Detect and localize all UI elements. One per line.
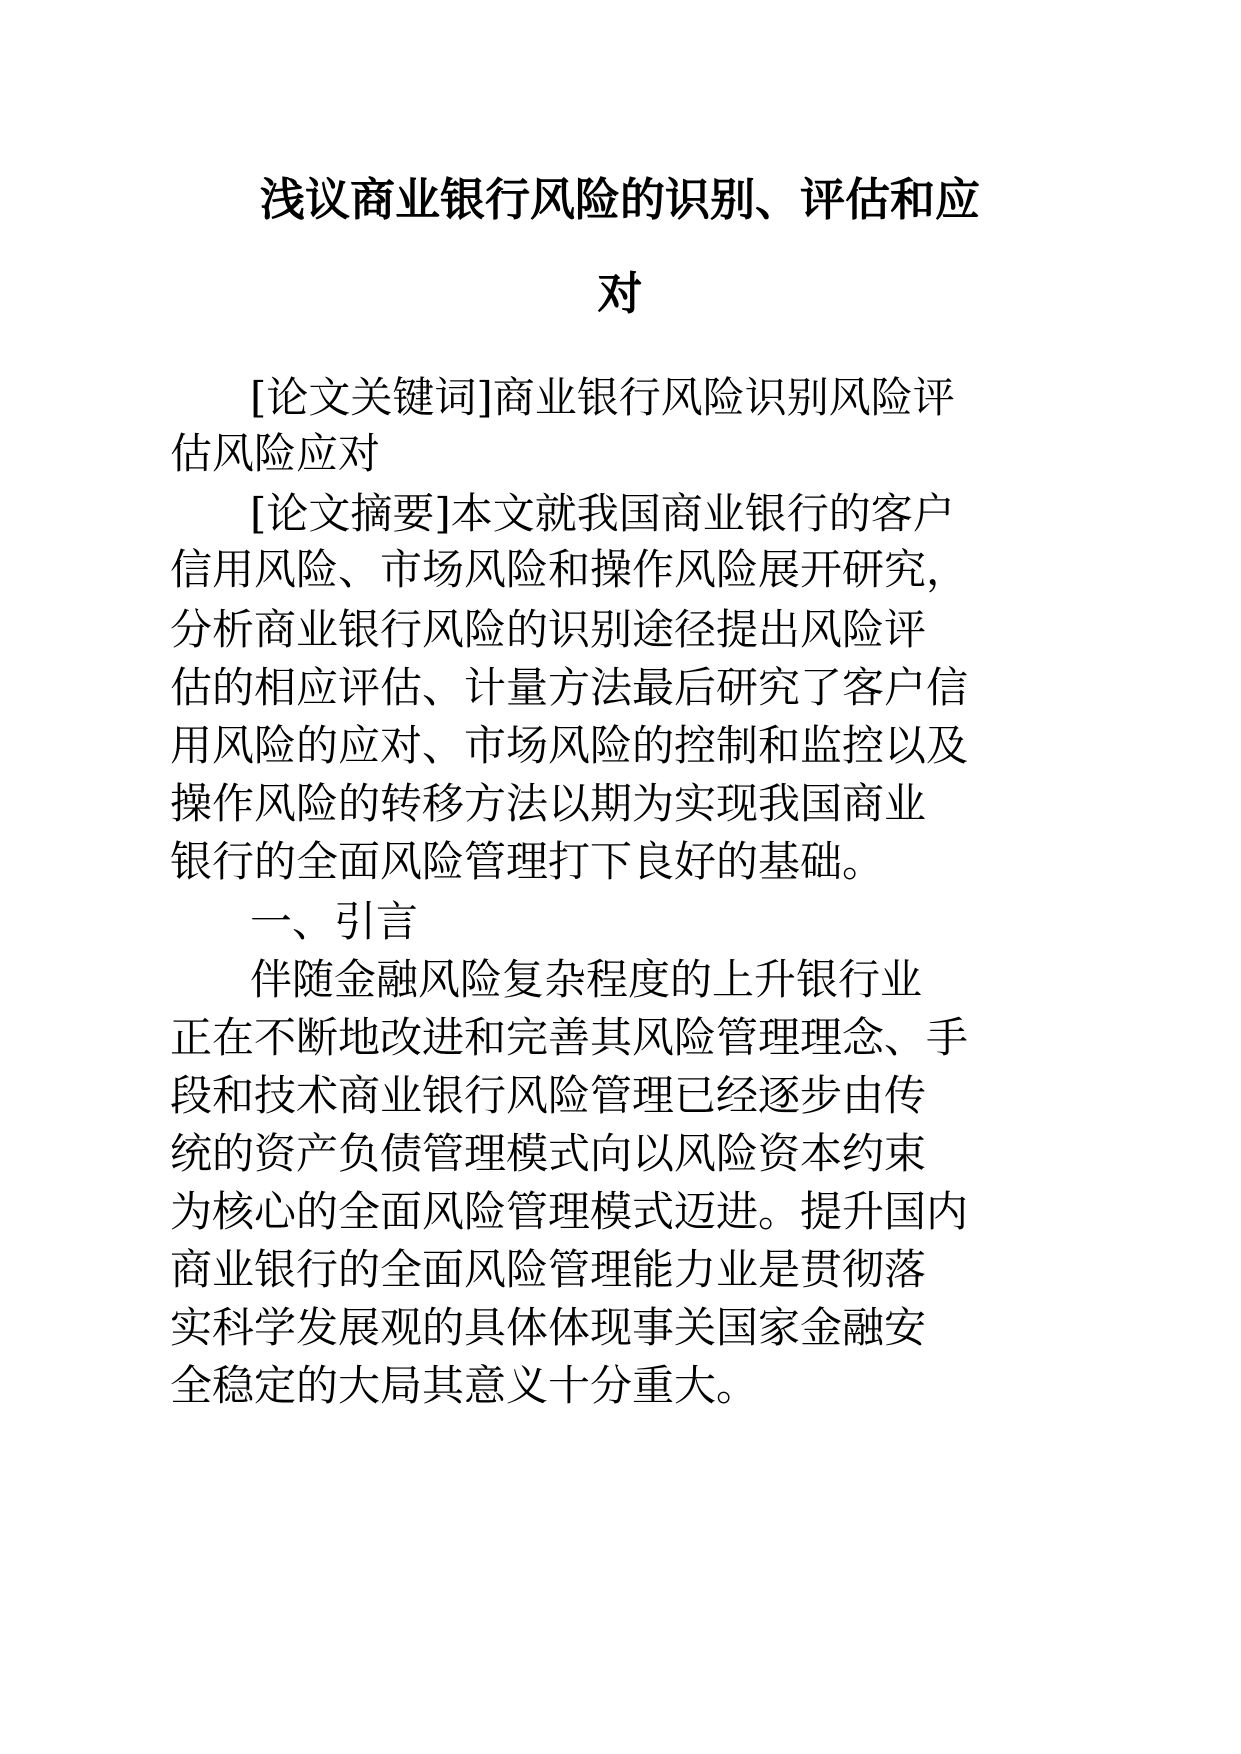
keywords-line-1: [论文关键词]商业银行风险识别风险评 <box>250 373 955 422</box>
abstract-line-7: 银行的全面风险管理打下良好的基础。 <box>170 837 885 886</box>
abstract-line-4: 估的相应评估、计量方法最后研究了客户信 <box>170 663 969 712</box>
abstract-line-2: 信用风险、市场风险和操作风险展开研究， <box>170 545 969 594</box>
abstract-line-6: 操作风险的转移方法以期为实现我国商业 <box>170 779 927 828</box>
body-line-1: 伴随金融风险复杂程度的上升银行业 <box>250 955 923 1004</box>
section-heading-introduction: 一、引言 <box>250 897 419 946</box>
body-line-4: 统的资产负债管理模式向以风险资本约束 <box>170 1129 927 1178</box>
keywords-line-2: 估风险应对 <box>170 429 381 478</box>
body-line-8: 全稳定的大局其意义十分重大。 <box>170 1361 759 1410</box>
body-line-2: 正在不断地改进和完善其风险管理理念、手 <box>170 1013 969 1062</box>
abstract-line-5: 用风险的应对、市场风险的控制和监控以及 <box>170 721 969 770</box>
document-title-line-1: 浅议商业银行风险的识别、评估和应 <box>259 173 980 226</box>
body-line-5: 为核心的全面风险管理模式迈进。提升国内 <box>170 1187 969 1236</box>
body-line-7: 实科学发展观的具体体现事关国家金融安 <box>170 1303 927 1352</box>
abstract-line-3: 分析商业银行风险的识别途径提出风险评 <box>170 605 927 654</box>
document-title-line-2: 对 <box>597 267 643 320</box>
body-line-3: 段和技术商业银行风险管理已经逐步由传 <box>170 1071 927 1120</box>
body-line-6: 商业银行的全面风险管理能力业是贯彻落 <box>170 1245 927 1294</box>
abstract-line-1: [论文摘要]本文就我国商业银行的客户 <box>250 489 955 538</box>
